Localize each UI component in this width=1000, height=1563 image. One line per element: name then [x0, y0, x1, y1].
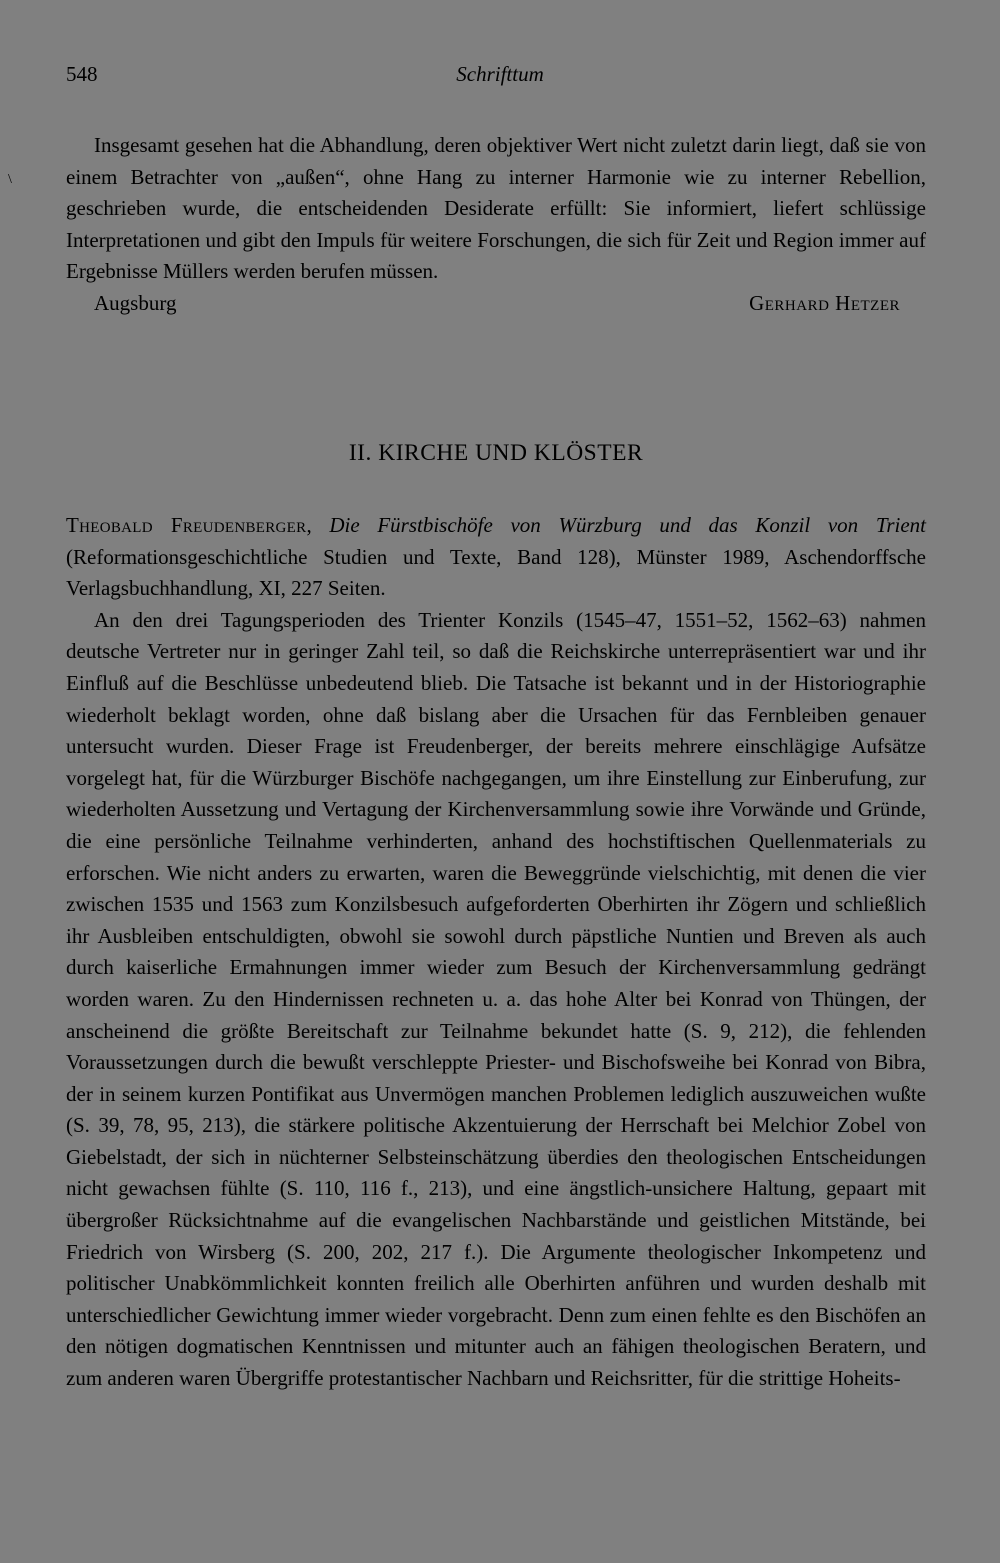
page-header [66, 62, 934, 92]
review-conclusion [66, 130, 926, 320]
review-book-author: Theobald Freudenberger [66, 513, 307, 537]
review-signature [66, 288, 926, 320]
page-number: 548 [66, 62, 98, 86]
signature-place: Augsburg [94, 290, 177, 315]
review-paragraph: Insgesamt gesehen hat die Abhandlung, deren objektiver Wert nicht zuletzt darin liegt, daß sie von einem Betrachter von „außen“, ohne Hang zu interner Harmonie wie zu interner Rebellion, geschrieben wurde, die entscheidenden Desiderate erfüllt: Sie informiert, liefert schlüssige Interpretationen und gibt den Impuls für weitere Forschungen, die sich für Zeit und Region immer auf Ergebnisse Müllers werden berufen müssen. [66, 133, 926, 284]
signature-author: Gerhard Hetzer [749, 290, 900, 315]
review-body-paragraph: An den drei Tagungsperioden des Trienter Konzils (1545–47, 1551–52, 1562–63) nahmen deutsche Vertreter nur in geringer Zahl teil, so daß die Reichskirche unterrepräsentiert war und ihr Einfluß auf die Beschlüsse unbedeutend blieb. Die Tatsache ist bekannt und in der Historiographie wiederholt beklagt worden, ohne daß bislang aber die Ursachen für das Fernbleiben genauer untersucht wurden. Dieser Frage ist Freudenberger, der bereits mehrere einschlägige Aufsätze vorgelegt hat, für die Würzburger Bischöfe nachgegangen, um ihre Einstellung zur Einberufung, zur wiederholten Aussetzung und Vertagung der Kirchenversammlung sowie ihre Vorwände und Gründe, die eine persönliche Teilnahme verhinderten, anhand des hochstiftischen Quellenmaterials zu erforschen. Wie nicht anders zu erwarten, waren die Beweggründe vielschichtig, mit denen die vier zwischen 1535 und 1563 zum Konzilsbesuch aufgeforderten Oberhirten ihr Zögern und schließlich ihr Ausbleiben entschuldigten, obwohl sie sowohl durch päpstliche Nuntien und Breven als auch durch kaiserliche Ermahnungen immer wieder zum Besuch der Kirchenversammlung gedrängt worden waren. Zu den Hindernissen rechneten u. a. das hohe Alter bei Konrad von Thüngen, der anscheinend die größte Bereitschaft zur Teilnahme bekundet hatte (S. 9, 212), die fehlenden Voraussetzungen durch die bewußt verschleppte Priester- und Bischofsweihe bei Konrad von Bibra, der in seinem kurzen Pontifikat aus Unvermögen manchen Problemen lediglich auszuweichen wußte (S. 39, 78, 95, 213), die stärkere politische Akzentuierung der Herrschaft bei Melchior Zobel von Giebelstadt, der sich in nüchterner Selbsteinschätzung überdies den theologischen Entscheidungen nicht gewachsen fühlte (S. 110, 116 f., 213), und eine ängstlich-unsichere Haltung, gepaart mit übergroßer Rücksichtnahme auf die evangelischen Nachbarstände und geistlichen Mitstände, bei Friedrich von Wirsberg (S. 200, 202, 217 f.). Die Argumente theologischer Inkompetenz und politischer Unabkömmlichkeit konnten freilich alle Oberhirten anführen und wurden deshalb mit unterschiedlicher Gewichtung immer wieder vorgebracht. Denn zum einen fehlte es den Bischöfen an den nötigen dogmatischen Kenntnissen und mitunter auch an fähigen theologischen Beratern, und zum anderen waren Übergriffe protestantischer Nachbarn und Reichsritter, für die strittige Hoheits- [66, 607, 926, 1391]
section-heading: II. KIRCHE UND KLÖSTER [348, 440, 644, 466]
running-title: Schrifttum [456, 62, 544, 86]
bibliographic-entry: Theobald Freudenberger, Die Fürstbischöfe von Würzburg und das Konzil von Trient (Reformationsgeschichtliche Studien und Texte, Band 128), Münster 1989, Aschendorffsche Verlagsbuchhandlung, XI, 227 Seiten. [66, 513, 927, 601]
book-review [66, 510, 926, 1395]
review-book-citation: (Reformationsgeschichtliche Studien und Texte, Band 128), Münster 1989, Aschendorffsche Verlagsbuchhandlung, XI, 227 Seiten. [66, 544, 926, 601]
review-book-title: Die Fürstbischöfe von Würzburg und das Konzil von Trient [329, 513, 927, 537]
margin-mark: \ [8, 172, 12, 187]
